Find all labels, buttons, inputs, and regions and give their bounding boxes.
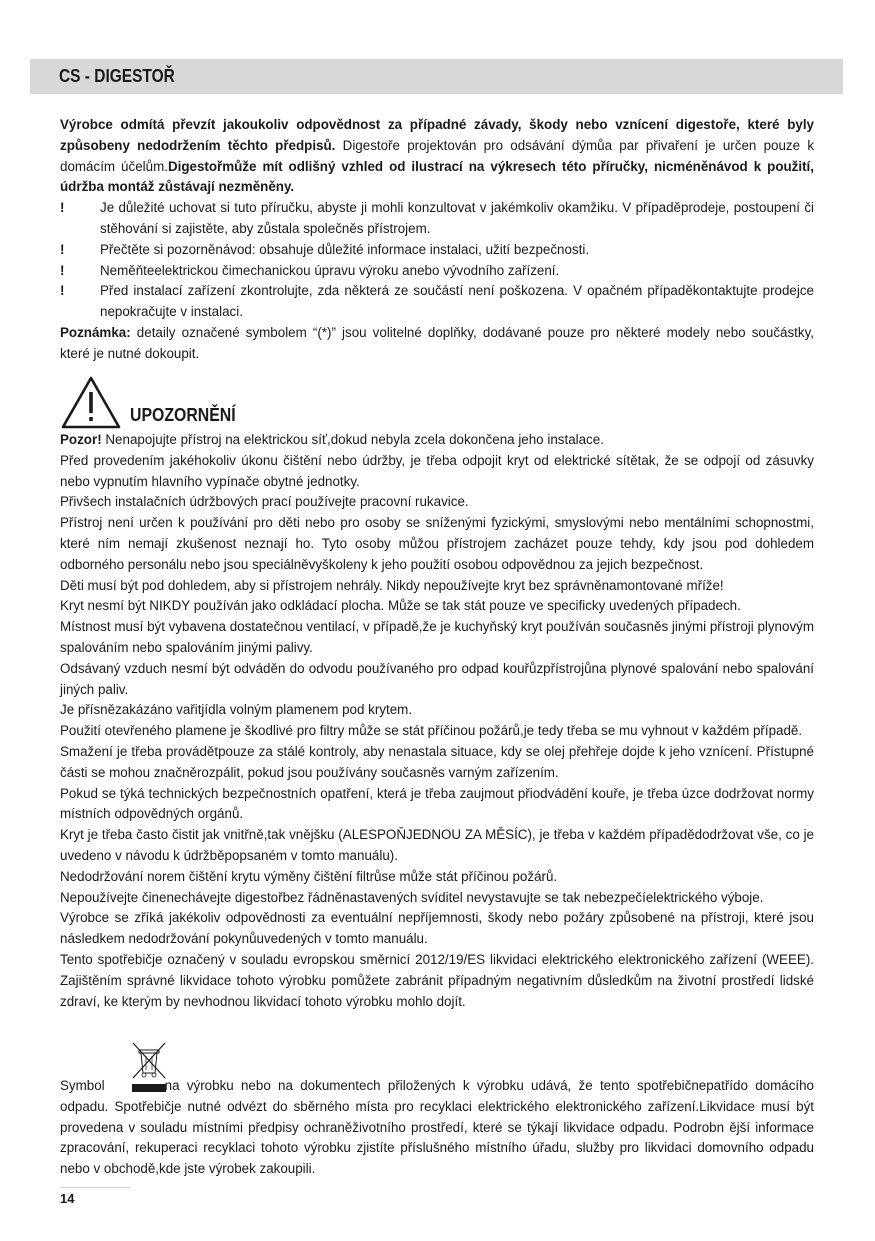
warning-paragraph: Odsávaný vzduch nesmí být odváděn do odvodu používaného pro odpad kouřůzpřístrojůna plynové spalování nebo spalování jiných paliv. (60, 660, 814, 697)
warning-paragraph: Přivšech instalačních údržbových prací používejte pracovní rukavice. (60, 494, 469, 510)
list-item (60, 198, 814, 240)
warning-body (60, 430, 814, 1012)
intro-block (60, 115, 814, 365)
disposal-paragraph (60, 1076, 814, 1180)
warning-triangle-icon (60, 375, 122, 431)
note-paragraph (60, 323, 814, 365)
caution-label: Pozor! (60, 432, 102, 447)
warning-paragraph: Smažení je třeba provádětpouze za stálé kontroly, aby nenastala situace, kdy se olej přehřeje dojde k jeho vznícení. Přístupné části se mohou značněrozpálit, pokud jsou používány současněs varným zařízením. (60, 743, 814, 780)
warning-paragraph: Místnost musí být vybavena dostatečnou ventilací, v případě,že je kuchyňský kryt používán současněs jinými přístroji plynovým spalováním nebo spalováním jinými palivy. (60, 619, 814, 655)
caution-text: Nenapojujte přístroj na elektrickou síť,dokud nebyla zcela dokončena jeho instalace. (101, 432, 604, 447)
list-item-text: Je důležité uchovat si tuto příručku, abyste ji mohli konzultovat v jakémkoliv okamžiku. V případěprodeje, postoupení či stěhování si zajistěte, aby zůstala společněs přístrojem. (100, 200, 814, 236)
section-header-bar (30, 59, 843, 94)
liability-notice: Výrobce odmítá převzít jakoukoliv odpovědnost za případné závady, škody nebo vznícení digestoře, které byly způsobeny nedodržením těchto předpisů. (60, 117, 814, 153)
section-title: CS - DIGESTOŘ (59, 66, 175, 86)
warning-paragraph: Výrobce se zříká jakékoliv odpovědnosti za eventuální nepříjemnosti, škody nebo požáry způsobené na přístroji, které jsou následkem nedodržování pokynůuvedených v tomto manuálu. (60, 910, 814, 947)
precautions-list (60, 198, 814, 323)
warning-paragraph: Před provedením jakéhokoliv úkonu čištění nebo údržby, je třeba odpojit kryt od elektrické sítětak, že se odpojí od zásuvky nebo vypnutím hlavního vypínače obytné jednotky. (60, 452, 814, 489)
note-text: detaily označené symbolem “(*)” jsou volitelné doplňky, dodávané pouze pro některé modely nebo součástky, které je nutné dokoupit. (60, 324, 814, 361)
warning-heading (60, 375, 820, 431)
footer-divider (60, 1187, 130, 1188)
warning-paragraph: Použití otevřeného plamene je škodlivé pro filtry může se stát příčinou požárů,je tedy třeba se mu vyhnout v každém případě. (60, 723, 803, 739)
warning-paragraph: Tento spotřebičje označený v souladu evropskou směrnicí 2012/19/ES likvidaci elektrického elektronického zařízení (WEEE). Zajištěním správné likvidace tohoto výrobku pomůžete zabránit případným negativním důsledkům na životní prostředí lidské zdraví, ke kterým by nevhodnou likvidací tohoto výrobku mohlo dojít. (60, 951, 814, 1009)
warning-paragraph: Přístroj není určen k používání pro děti nebo pro osoby se sníženými fyzickými, smyslovými nebo mentálními schopnostmi, které ním nemají zkušenost neznají ho. Tyto osoby můžou přístrojem zacházet pouze tehdy, kdy jsou pod dohledem odborného personálu nebo jsou speciálněvyškoleny k jeho použití osobou odpovědnou za jejich bezpečnost. (60, 515, 814, 572)
list-item-text: Před instalací zařízení zkontrolujte, zda některá ze součástí není poškozena. V opačném případěkontaktujte prodejce nepokračujte v instalaci. (100, 283, 814, 320)
symbol-label: Symbol (60, 1078, 105, 1093)
exclamation-icon: ! (60, 200, 65, 216)
disposal-text: na výrobku nebo na dokumentech přiložených k výrobku udává, že tento spotřebičnepatřído domácího odpadu. Spotřebičje nutné odvézt do sběrného místa pro recyklaci elektrického elektronického zařízení.Likvidace musí být provedena v souladu místními předpisy ochraněživotního prostředí, které se týkají likvidace odpadu. Podrobn ější informace zpracování, rekuperaci recyklaci tohoto výrobku zjistíte příslušného místního úřadu, služby pro likvidaci domovního odpadu nebo v obchodě,kde jste výrobek zakoupili. (60, 1078, 814, 1177)
list-item (60, 261, 814, 282)
warning-paragraph: Kryt je třeba často čistit jak vnitřně,tak vnějšku (ALESPOŇJEDNOU ZA MĚSÍC), je třeba v každém případědodržovat vše, co je uvedeno v návodu k údržběpopsaném v tomto manuálu). (60, 827, 814, 863)
warning-paragraph: Kryt nesmí být NIKDY používán jako odkládací plocha. Může se tak stát pouze ve specificky uvedených případech. (60, 598, 741, 614)
exclamation-icon: ! (60, 241, 65, 257)
list-item-text: Neměňteelektrickou čimechanickou úpravu výroku anebo vývodního zařízení. (100, 262, 560, 278)
disposal-info (60, 1076, 814, 1180)
page-number: 14 (60, 1191, 75, 1206)
warning-paragraph: Pokud se týká technických bezpečnostních opatření, která je třeba zaujmout přiodvádění kouře, je třeba úzce dodržovat normy místních odpovědných orgánů. (60, 785, 814, 822)
note-label: Poznámka: (60, 324, 131, 340)
warning-title: UPOZORNĚNÍ (130, 405, 236, 425)
warning-paragraph: Děti musí být pod dohledem, aby si přístrojem nehrály. Nikdy nepoužívejte kryt bez správněnamontované mříže! (60, 577, 724, 593)
list-item (60, 240, 814, 261)
warning-paragraph: Nedodržování norem čištění krytu výměny čištění filtrůse může stát příčinou požárů. (60, 868, 558, 884)
exclamation-icon: ! (60, 262, 65, 278)
purpose-text: Digestoře projektován pro odsávání dýmůa par přivaření je určen pouze k domácím účelům. (60, 137, 815, 174)
exclamation-icon: ! (60, 283, 65, 299)
list-item-text: Přečtěte si pozorněnávod: obsahuje důležité informace instalaci, užití bezpečnosti. (100, 241, 590, 257)
warning-paragraph (60, 430, 814, 451)
warning-paragraph: Je přísnězakázáno vařitjídla volným plamenem pod krytem. (60, 702, 413, 718)
list-item (60, 281, 814, 323)
warning-paragraph: Nepoužívejte činenechávejte digestořbez řádněnastavených svíditel nevystavujte se tak nebezpečíelektrického výboje. (60, 889, 764, 905)
appearance-notice: Digestořmůže mít odlišný vzhled od ilustrací na výkresech této příručky, nicméněnávod k použití, údržba montáž zůstávají nezměněny. (60, 158, 814, 195)
intro-paragraph (60, 115, 814, 198)
